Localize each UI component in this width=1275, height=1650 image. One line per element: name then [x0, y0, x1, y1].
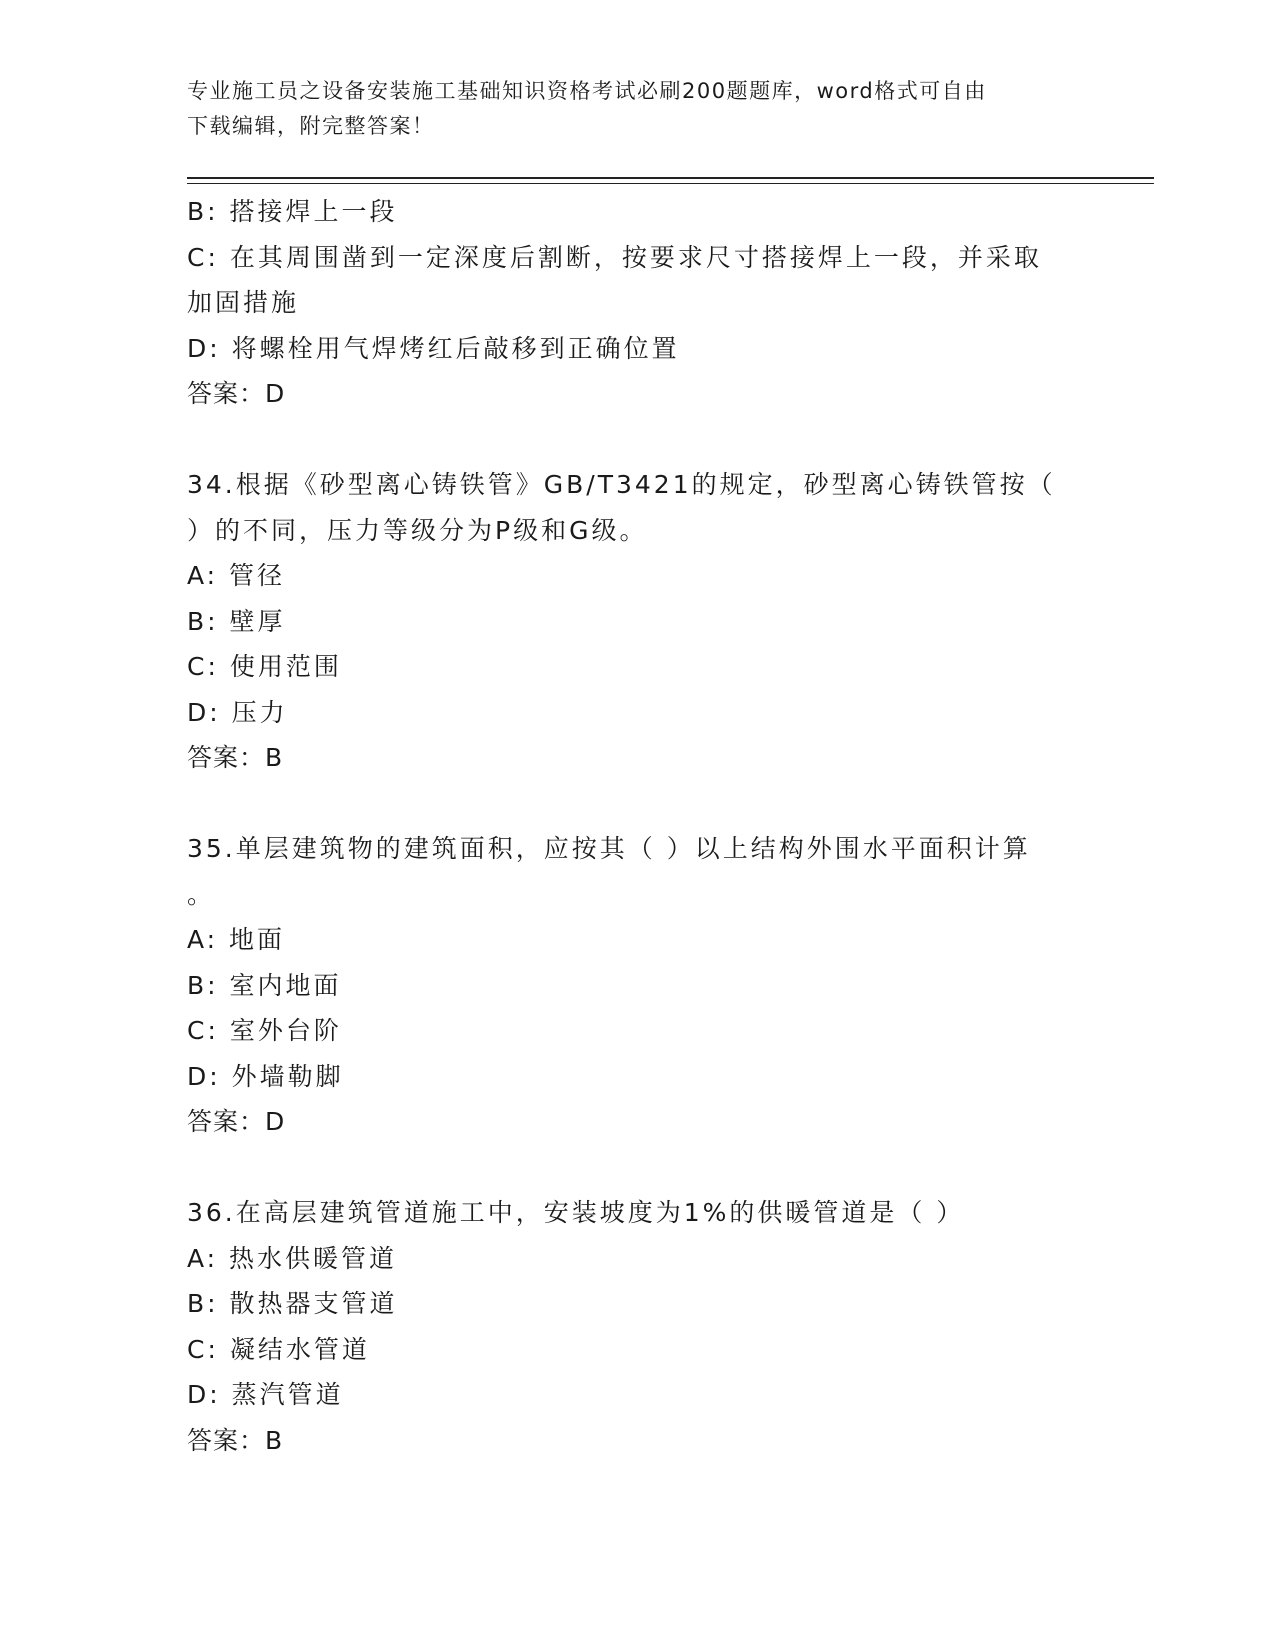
question-stem-line-1: 34.根据《砂型离心铸铁管》GB/T3421的规定，砂型离心铸铁管按（ — [187, 470, 1056, 499]
option-c-line-2: 加固措施 — [187, 288, 300, 317]
spacer — [187, 417, 1087, 463]
option-a: A: 地面 — [187, 925, 286, 954]
option-c-line-1: C: 在其周围凿到一定深度后割断，按要求尺寸搭接焊上一段，并采取 — [187, 242, 1042, 272]
option-d: D: 将螺栓用气焊烤红后敲移到正确位置 — [187, 333, 680, 363]
option-b: B: 室内地面 — [187, 970, 342, 1000]
question-33 — [187, 189, 1087, 417]
answer: 答案：B — [187, 743, 284, 772]
option-b: B: 搭接焊上一段 — [187, 197, 398, 226]
option-d: D: 蒸汽管道 — [187, 1380, 344, 1409]
question-list — [187, 189, 1087, 1463]
document-header — [187, 74, 1067, 144]
option-b: B: 壁厚 — [187, 606, 286, 636]
option-a: A: 管径 — [187, 561, 286, 590]
header-divider-thin — [187, 183, 1154, 184]
option-b: B: 散热器支管道 — [187, 1289, 398, 1318]
question-stem-line-2: 。 — [187, 879, 216, 909]
header-divider-thick — [187, 177, 1154, 179]
spacer — [187, 1145, 1087, 1191]
option-c: C: 凝结水管道 — [187, 1334, 370, 1364]
answer: 答案：D — [187, 379, 286, 408]
option-c: C: 使用范围 — [187, 652, 342, 681]
question-stem-line-1: 35.单层建筑物的建筑面积，应按其（ ）以上结构外围水平面积计算 — [187, 834, 1031, 863]
option-a: A: 热水供暖管道 — [187, 1243, 398, 1273]
option-d: D: 压力 — [187, 697, 288, 727]
header-line-1: 专业施工员之设备安装施工基础知识资格考试必刷200题题库，word格式可自由 — [187, 79, 987, 103]
question-35 — [187, 826, 1087, 1145]
question-34 — [187, 462, 1087, 781]
question-stem-line-2: ）的不同，压力等级分为P级和G级。 — [187, 515, 648, 545]
spacer — [187, 781, 1087, 827]
option-c: C: 室外台阶 — [187, 1016, 342, 1045]
answer: 答案：B — [187, 1425, 284, 1455]
question-stem-line-1: 36.在高层建筑管道施工中，安装坡度为1%的供暖管道是（ ） — [187, 1198, 965, 1227]
header-line-2: 下载编辑，附完整答案！ — [187, 114, 435, 138]
answer: 答案：D — [187, 1107, 286, 1136]
question-36 — [187, 1190, 1087, 1463]
option-d: D: 外墙勒脚 — [187, 1061, 344, 1091]
